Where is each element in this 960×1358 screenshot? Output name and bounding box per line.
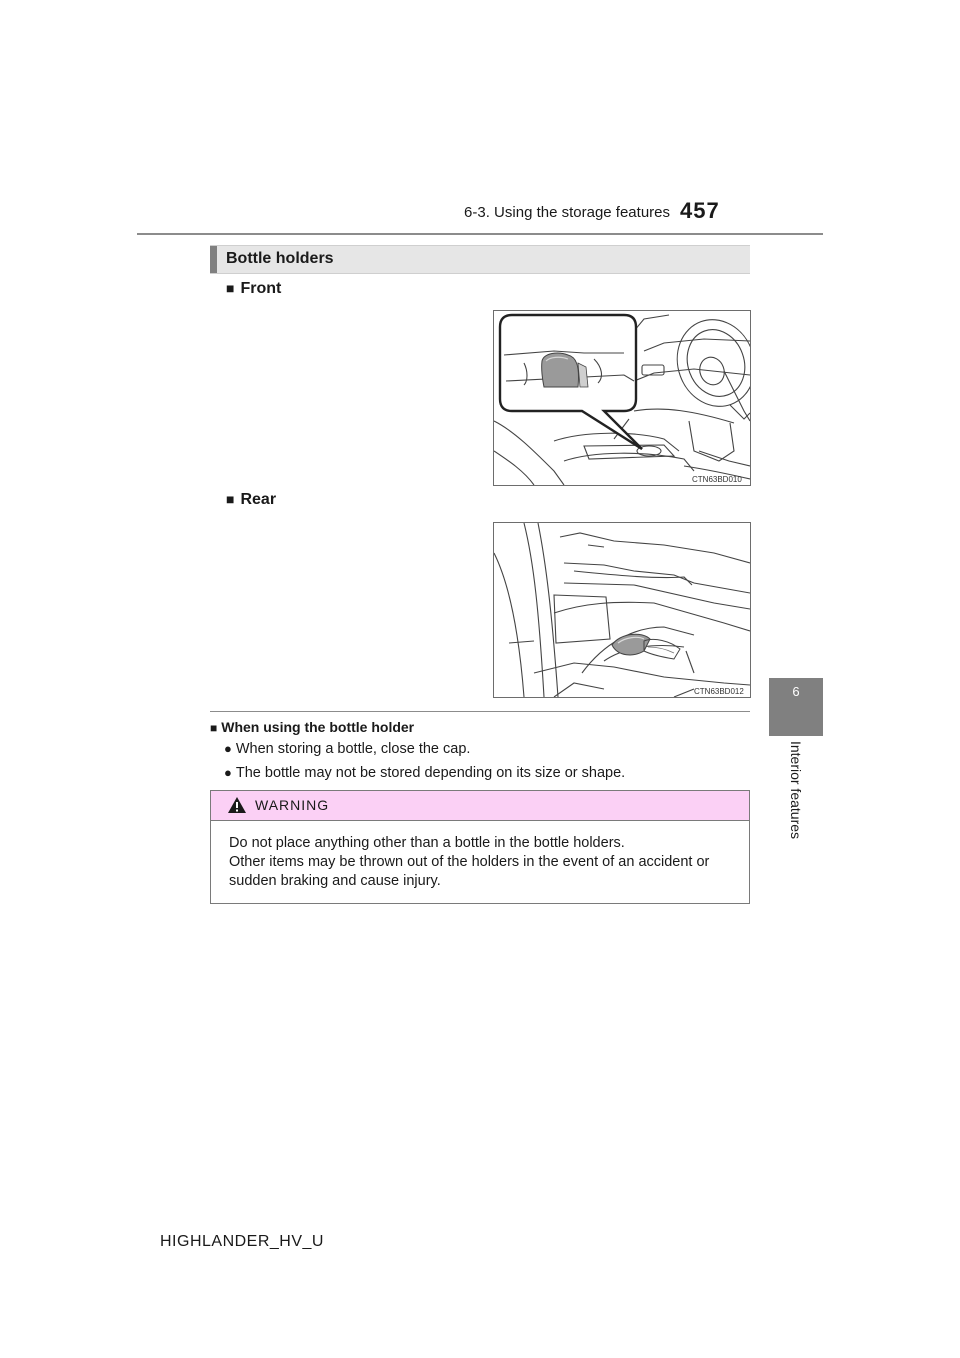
note-bullet-text: When storing a bottle, close the cap.	[235, 741, 471, 757]
warning-triangle-icon	[227, 796, 247, 814]
note-bullet	[224, 741, 470, 757]
note-heading	[210, 719, 414, 735]
page-number: 457	[680, 198, 720, 223]
warning-box	[210, 790, 750, 904]
header-section-title: 6-3. Using the storage features	[464, 204, 670, 221]
note-bullet-text: The bottle may not be stored depending on its size or shape.	[235, 765, 626, 781]
section-title: Bottle holders	[226, 250, 334, 267]
subsection-rear-label: Rear	[240, 491, 277, 508]
subsection-rear-heading	[226, 491, 276, 509]
warning-body	[229, 834, 749, 891]
chapter-label-text: Interior features	[788, 740, 804, 840]
subsection-front-heading	[226, 280, 281, 298]
bullet-dot-icon: ●	[224, 765, 232, 780]
square-bullet-icon: ■	[210, 721, 218, 735]
warning-line: sudden braking and cause injury.	[229, 873, 441, 889]
warning-line: Other items may be thrown out of the holders in the event of an accident or	[229, 854, 710, 870]
front-bottle-holder-illustration	[493, 310, 751, 486]
rear-door-drawing	[494, 523, 750, 697]
rear-bottle-holder-illustration	[493, 522, 751, 698]
warning-line: Do not place anything other than a bottle in the bottle holders.	[229, 835, 625, 851]
note-bullet	[224, 765, 625, 781]
square-bullet-icon: ■	[226, 280, 235, 296]
warning-label: WARNING	[255, 797, 330, 813]
front-console-drawing	[494, 311, 750, 485]
warning-header	[211, 791, 749, 821]
header-divider	[137, 233, 823, 235]
subsection-front-label: Front	[240, 280, 282, 297]
rear-figure-code: CTN63BD012	[694, 687, 744, 696]
section-title-marker	[210, 246, 217, 273]
front-figure-code: CTN63BD010	[692, 475, 742, 484]
note-divider	[210, 711, 750, 712]
square-bullet-icon: ■	[226, 491, 235, 507]
footer-model-code: HIGHLANDER_HV_U	[160, 1233, 324, 1250]
chapter-number: 6	[792, 684, 800, 699]
note-heading-text: When using the bottle holder	[221, 719, 415, 735]
bullet-dot-icon: ●	[224, 741, 232, 756]
section-title-bar	[210, 245, 750, 274]
